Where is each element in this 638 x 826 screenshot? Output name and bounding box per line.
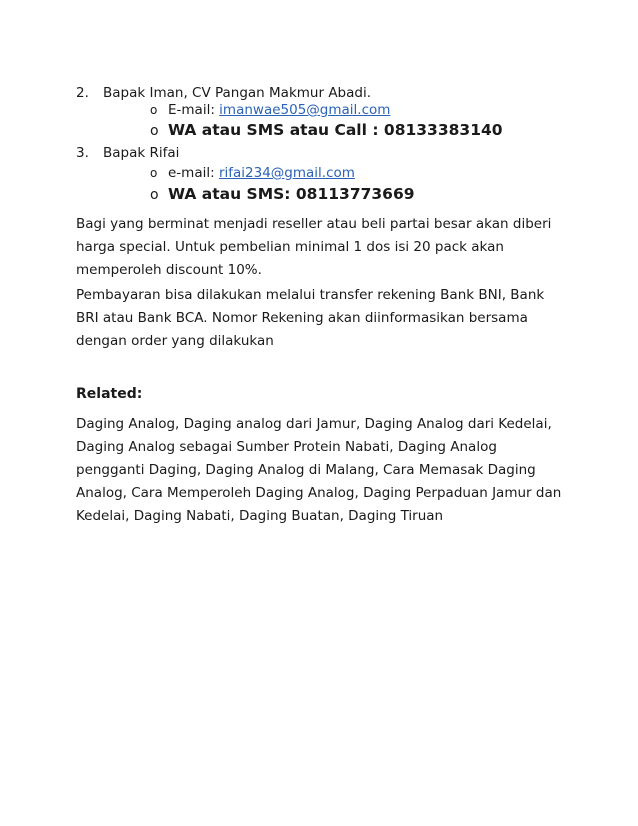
related-paragraph: Daging Analog, Daging analog dari Jamur, Daging Analog dari Kedelai, Daging Analog sebagai Sumber Protein Nabati, Daging Analog pengganti Daging, Daging Analog di Malang, Cara Memasak Daging Analog, Cara Memperoleh Daging Analog, Daging Perpaduan Jamur dan Kedelai, Daging Nabati, Daging Buatan, Daging Tiruan — [76, 416, 562, 524]
contact-number: 2. — [76, 85, 89, 101]
email-label: E-mail: — [168, 102, 215, 118]
contact-email-line — [150, 164, 355, 182]
contact-name: Bapak Iman, CV Pangan Makmur Abadi. — [103, 85, 372, 101]
contact-email-line — [150, 101, 390, 119]
phone-text: WA atau SMS: 08113773669 — [168, 185, 415, 203]
contact-phone-line — [150, 120, 503, 141]
bullet-marker: o — [150, 187, 159, 203]
payment-paragraph: Pembayaran bisa dilakukan melalui transfer rekening Bank BNI, Bank BRI atau Bank BCA. Nomor Rekening akan diinformasikan bersama dengan order yang dilakukan — [76, 287, 545, 349]
related-heading: Related: — [76, 386, 143, 402]
email-link[interactable]: imanwae505@gmail.com — [219, 102, 391, 118]
bullet-marker: o — [150, 103, 158, 117]
contact-item — [76, 144, 179, 162]
phone-text: WA atau SMS atau Call : 08133383140 — [168, 121, 503, 139]
bullet-marker: o — [150, 166, 158, 180]
email-label: e-mail: — [168, 165, 215, 181]
email-link[interactable]: rifai234@gmail.com — [218, 165, 355, 181]
contact-item — [76, 84, 371, 102]
contact-name: Bapak Rifai — [103, 145, 180, 161]
reseller-paragraph: Bagi yang berminat menjadi reseller atau beli partai besar akan diberi harga special. Untuk pembelian minimal 1 dos isi 20 pack akan memperoleh discount 10%. — [76, 216, 552, 278]
contact-number: 3. — [76, 145, 89, 161]
contact-phone-line — [150, 184, 415, 205]
bullet-marker: o — [150, 123, 159, 139]
